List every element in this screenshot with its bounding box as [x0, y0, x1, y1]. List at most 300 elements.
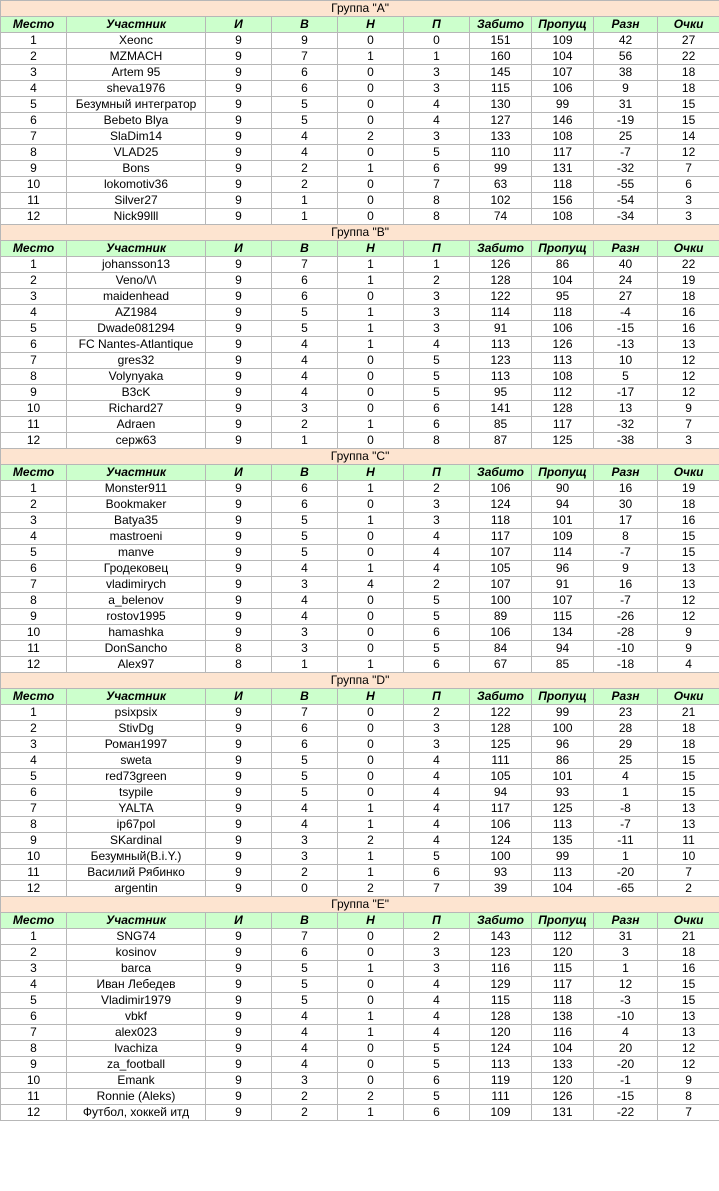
cell-draws: 0 — [338, 705, 404, 721]
cell-wins: 6 — [272, 289, 338, 305]
cell-wins: 4 — [272, 1041, 338, 1057]
cell-losses: 5 — [404, 593, 470, 609]
cell-scored: 160 — [470, 49, 532, 65]
cell-points: 3 — [658, 209, 719, 225]
cell-losses: 3 — [404, 305, 470, 321]
column-header-row — [1, 17, 719, 33]
cell-draws: 0 — [338, 353, 404, 369]
table-row — [1, 257, 719, 273]
column-header-conceded: Пропущ — [532, 913, 594, 929]
cell-conceded: 94 — [532, 641, 594, 657]
cell-participant: Bons — [67, 161, 206, 177]
cell-played: 9 — [206, 257, 272, 273]
column-header-losses: П — [404, 241, 470, 257]
cell-wins: 1 — [272, 657, 338, 673]
cell-draws: 0 — [338, 65, 404, 81]
cell-losses: 8 — [404, 209, 470, 225]
column-header-place: Место — [1, 913, 67, 929]
cell-scored: 106 — [470, 817, 532, 833]
cell-points: 21 — [658, 929, 719, 945]
cell-participant: Bebeto Blya — [67, 113, 206, 129]
table-row — [1, 833, 719, 849]
cell-wins: 3 — [272, 625, 338, 641]
cell-place: 9 — [1, 385, 67, 401]
cell-diff: 24 — [594, 273, 658, 289]
cell-participant: lvachiza — [67, 1041, 206, 1057]
cell-points: 7 — [658, 161, 719, 177]
table-row — [1, 977, 719, 993]
cell-scored: 114 — [470, 305, 532, 321]
cell-diff: 56 — [594, 49, 658, 65]
column-header-scored: Забито — [470, 689, 532, 705]
cell-diff: -55 — [594, 177, 658, 193]
cell-place: 7 — [1, 577, 67, 593]
cell-losses: 1 — [404, 49, 470, 65]
cell-participant: SNG74 — [67, 929, 206, 945]
cell-played: 9 — [206, 65, 272, 81]
cell-scored: 109 — [470, 1105, 532, 1121]
cell-participant: DonSancho — [67, 641, 206, 657]
cell-scored: 128 — [470, 273, 532, 289]
cell-place: 11 — [1, 193, 67, 209]
cell-scored: 122 — [470, 705, 532, 721]
cell-conceded: 118 — [532, 305, 594, 321]
cell-scored: 117 — [470, 529, 532, 545]
cell-participant: Batya35 — [67, 513, 206, 529]
cell-draws: 0 — [338, 193, 404, 209]
cell-diff: -20 — [594, 1057, 658, 1073]
column-header-losses: П — [404, 17, 470, 33]
cell-participant: vbkf — [67, 1009, 206, 1025]
cell-draws: 1 — [338, 321, 404, 337]
cell-wins: 5 — [272, 545, 338, 561]
cell-place: 9 — [1, 609, 67, 625]
column-header-place: Место — [1, 689, 67, 705]
cell-place: 10 — [1, 849, 67, 865]
cell-scored: 111 — [470, 753, 532, 769]
cell-played: 9 — [206, 193, 272, 209]
cell-diff: -17 — [594, 385, 658, 401]
cell-points: 3 — [658, 433, 719, 449]
cell-draws: 1 — [338, 49, 404, 65]
cell-diff: 28 — [594, 721, 658, 737]
cell-scored: 128 — [470, 1009, 532, 1025]
group-title: Группа "D" — [1, 673, 719, 689]
table-row — [1, 577, 719, 593]
cell-losses: 3 — [404, 81, 470, 97]
cell-played: 9 — [206, 305, 272, 321]
column-header-conceded: Пропущ — [532, 689, 594, 705]
cell-conceded: 104 — [532, 273, 594, 289]
cell-wins: 4 — [272, 1057, 338, 1073]
cell-losses: 3 — [404, 289, 470, 305]
cell-scored: 67 — [470, 657, 532, 673]
cell-diff: 29 — [594, 737, 658, 753]
cell-scored: 130 — [470, 97, 532, 113]
cell-wins: 6 — [272, 481, 338, 497]
cell-conceded: 131 — [532, 161, 594, 177]
cell-wins: 4 — [272, 1009, 338, 1025]
cell-draws: 1 — [338, 417, 404, 433]
cell-played: 9 — [206, 145, 272, 161]
cell-place: 12 — [1, 433, 67, 449]
cell-conceded: 107 — [532, 65, 594, 81]
cell-place: 12 — [1, 1105, 67, 1121]
cell-conceded: 106 — [532, 321, 594, 337]
cell-losses: 4 — [404, 97, 470, 113]
cell-points: 14 — [658, 129, 719, 145]
cell-place: 12 — [1, 881, 67, 897]
cell-losses: 7 — [404, 881, 470, 897]
table-row — [1, 1089, 719, 1105]
cell-place: 6 — [1, 561, 67, 577]
table-row — [1, 657, 719, 673]
cell-wins: 4 — [272, 129, 338, 145]
cell-draws: 1 — [338, 337, 404, 353]
cell-conceded: 101 — [532, 769, 594, 785]
cell-played: 9 — [206, 81, 272, 97]
cell-conceded: 101 — [532, 513, 594, 529]
cell-draws: 1 — [338, 161, 404, 177]
cell-scored: 124 — [470, 1041, 532, 1057]
table-row — [1, 1057, 719, 1073]
column-header-wins: В — [272, 241, 338, 257]
cell-place: 1 — [1, 929, 67, 945]
column-header-wins: В — [272, 913, 338, 929]
cell-draws: 0 — [338, 497, 404, 513]
cell-participant: AZ1984 — [67, 305, 206, 321]
cell-played: 9 — [206, 97, 272, 113]
cell-participant: Volynyaka — [67, 369, 206, 385]
column-header-points: Очки — [658, 913, 719, 929]
cell-wins: 4 — [272, 593, 338, 609]
cell-draws: 1 — [338, 1105, 404, 1121]
cell-played: 9 — [206, 273, 272, 289]
cell-wins: 6 — [272, 273, 338, 289]
cell-losses: 4 — [404, 833, 470, 849]
group-title: Группа "Е" — [1, 897, 719, 913]
column-header-played: И — [206, 465, 272, 481]
cell-conceded: 117 — [532, 417, 594, 433]
table-row — [1, 161, 719, 177]
cell-scored: 102 — [470, 193, 532, 209]
cell-conceded: 113 — [532, 817, 594, 833]
cell-place: 7 — [1, 1025, 67, 1041]
table-row — [1, 961, 719, 977]
cell-losses: 5 — [404, 1089, 470, 1105]
column-header-played: И — [206, 689, 272, 705]
column-header-row — [1, 913, 719, 929]
cell-place: 5 — [1, 321, 67, 337]
cell-wins: 5 — [272, 753, 338, 769]
cell-played: 9 — [206, 609, 272, 625]
cell-points: 13 — [658, 577, 719, 593]
cell-losses: 3 — [404, 961, 470, 977]
cell-diff: -38 — [594, 433, 658, 449]
cell-wins: 4 — [272, 817, 338, 833]
cell-place: 11 — [1, 1089, 67, 1105]
table-row — [1, 945, 719, 961]
cell-place: 1 — [1, 705, 67, 721]
cell-points: 15 — [658, 113, 719, 129]
group-title-row — [1, 1, 719, 17]
cell-place: 12 — [1, 657, 67, 673]
cell-diff: -7 — [594, 545, 658, 561]
cell-conceded: 125 — [532, 433, 594, 449]
cell-draws: 2 — [338, 129, 404, 145]
cell-place: 3 — [1, 737, 67, 753]
cell-points: 15 — [658, 785, 719, 801]
cell-points: 13 — [658, 1025, 719, 1041]
cell-played: 9 — [206, 369, 272, 385]
cell-draws: 0 — [338, 33, 404, 49]
cell-losses: 4 — [404, 529, 470, 545]
cell-scored: 84 — [470, 641, 532, 657]
cell-diff: -54 — [594, 193, 658, 209]
cell-place: 5 — [1, 769, 67, 785]
table-row — [1, 129, 719, 145]
cell-points: 15 — [658, 97, 719, 113]
cell-conceded: 86 — [532, 753, 594, 769]
cell-losses: 4 — [404, 769, 470, 785]
cell-participant: psixpsix — [67, 705, 206, 721]
cell-played: 9 — [206, 337, 272, 353]
cell-diff: 42 — [594, 33, 658, 49]
cell-place: 3 — [1, 513, 67, 529]
cell-points: 15 — [658, 769, 719, 785]
cell-scored: 107 — [470, 545, 532, 561]
table-row — [1, 305, 719, 321]
table-row — [1, 1025, 719, 1041]
cell-wins: 6 — [272, 497, 338, 513]
cell-wins: 7 — [272, 705, 338, 721]
cell-place: 9 — [1, 833, 67, 849]
cell-points: 15 — [658, 545, 719, 561]
cell-played: 9 — [206, 849, 272, 865]
cell-wins: 6 — [272, 945, 338, 961]
cell-played: 9 — [206, 705, 272, 721]
column-header-wins: В — [272, 465, 338, 481]
cell-points: 12 — [658, 1041, 719, 1057]
cell-diff: -22 — [594, 1105, 658, 1121]
cell-draws: 0 — [338, 177, 404, 193]
cell-points: 9 — [658, 401, 719, 417]
cell-place: 12 — [1, 209, 67, 225]
table-row — [1, 641, 719, 657]
cell-participant: kosinov — [67, 945, 206, 961]
cell-wins: 5 — [272, 977, 338, 993]
table-row — [1, 497, 719, 513]
cell-points: 4 — [658, 657, 719, 673]
cell-draws: 1 — [338, 961, 404, 977]
cell-place: 10 — [1, 1073, 67, 1089]
cell-points: 13 — [658, 801, 719, 817]
column-header-participant: Участник — [67, 17, 206, 33]
cell-scored: 74 — [470, 209, 532, 225]
cell-conceded: 128 — [532, 401, 594, 417]
cell-place: 7 — [1, 129, 67, 145]
cell-losses: 2 — [404, 577, 470, 593]
cell-points: 21 — [658, 705, 719, 721]
cell-place: 10 — [1, 401, 67, 417]
cell-wins: 1 — [272, 209, 338, 225]
table-row — [1, 401, 719, 417]
column-header-conceded: Пропущ — [532, 241, 594, 257]
cell-conceded: 99 — [532, 97, 594, 113]
cell-losses: 8 — [404, 433, 470, 449]
cell-scored: 99 — [470, 161, 532, 177]
cell-draws: 0 — [338, 113, 404, 129]
cell-played: 9 — [206, 801, 272, 817]
column-header-played: И — [206, 913, 272, 929]
column-header-scored: Забито — [470, 465, 532, 481]
cell-draws: 1 — [338, 273, 404, 289]
cell-played: 9 — [206, 833, 272, 849]
cell-draws: 1 — [338, 801, 404, 817]
cell-conceded: 109 — [532, 33, 594, 49]
cell-diff: -65 — [594, 881, 658, 897]
table-row — [1, 65, 719, 81]
column-header-row — [1, 241, 719, 257]
cell-conceded: 86 — [532, 257, 594, 273]
cell-draws: 0 — [338, 769, 404, 785]
cell-diff: -7 — [594, 593, 658, 609]
cell-losses: 6 — [404, 865, 470, 881]
cell-participant: SlaDim14 — [67, 129, 206, 145]
column-header-place: Место — [1, 17, 67, 33]
cell-played: 9 — [206, 49, 272, 65]
cell-wins: 2 — [272, 1089, 338, 1105]
cell-place: 11 — [1, 865, 67, 881]
table-row — [1, 385, 719, 401]
column-header-conceded: Пропущ — [532, 465, 594, 481]
cell-losses: 4 — [404, 113, 470, 129]
cell-participant: серж63 — [67, 433, 206, 449]
table-row — [1, 1073, 719, 1089]
cell-played: 9 — [206, 417, 272, 433]
cell-points: 9 — [658, 1073, 719, 1089]
cell-diff: 4 — [594, 1025, 658, 1041]
cell-draws: 0 — [338, 977, 404, 993]
cell-played: 9 — [206, 577, 272, 593]
cell-wins: 2 — [272, 865, 338, 881]
cell-participant: johansson13 — [67, 257, 206, 273]
cell-conceded: 100 — [532, 721, 594, 737]
cell-losses: 3 — [404, 129, 470, 145]
cell-points: 18 — [658, 945, 719, 961]
cell-diff: -4 — [594, 305, 658, 321]
cell-draws: 0 — [338, 433, 404, 449]
cell-draws: 0 — [338, 785, 404, 801]
cell-participant: VLAD25 — [67, 145, 206, 161]
cell-participant: za_football — [67, 1057, 206, 1073]
cell-conceded: 94 — [532, 497, 594, 513]
cell-place: 1 — [1, 481, 67, 497]
cell-losses: 6 — [404, 161, 470, 177]
cell-wins: 2 — [272, 1105, 338, 1121]
cell-losses: 5 — [404, 353, 470, 369]
table-row — [1, 865, 719, 881]
table-row — [1, 481, 719, 497]
cell-wins: 5 — [272, 961, 338, 977]
cell-points: 13 — [658, 1009, 719, 1025]
cell-diff: 27 — [594, 289, 658, 305]
cell-points: 9 — [658, 641, 719, 657]
cell-points: 8 — [658, 1089, 719, 1105]
cell-place: 2 — [1, 721, 67, 737]
cell-conceded: 133 — [532, 1057, 594, 1073]
cell-wins: 4 — [272, 145, 338, 161]
cell-scored: 115 — [470, 993, 532, 1009]
cell-conceded: 114 — [532, 545, 594, 561]
cell-wins: 5 — [272, 769, 338, 785]
cell-losses: 6 — [404, 401, 470, 417]
cell-points: 3 — [658, 193, 719, 209]
cell-scored: 100 — [470, 593, 532, 609]
table-row — [1, 177, 719, 193]
cell-draws: 0 — [338, 753, 404, 769]
cell-wins: 4 — [272, 337, 338, 353]
table-row — [1, 529, 719, 545]
cell-diff: 20 — [594, 1041, 658, 1057]
column-header-draws: Н — [338, 689, 404, 705]
cell-participant: maidenhead — [67, 289, 206, 305]
cell-draws: 0 — [338, 385, 404, 401]
cell-played: 9 — [206, 353, 272, 369]
cell-diff: 10 — [594, 353, 658, 369]
cell-scored: 113 — [470, 369, 532, 385]
cell-place: 5 — [1, 97, 67, 113]
column-header-participant: Участник — [67, 241, 206, 257]
cell-wins: 2 — [272, 417, 338, 433]
cell-participant: Ronnie (Aleks) — [67, 1089, 206, 1105]
column-header-conceded: Пропущ — [532, 17, 594, 33]
cell-conceded: 120 — [532, 1073, 594, 1089]
cell-played: 9 — [206, 481, 272, 497]
table-row — [1, 705, 719, 721]
cell-points: 12 — [658, 593, 719, 609]
cell-scored: 124 — [470, 497, 532, 513]
cell-place: 4 — [1, 753, 67, 769]
cell-draws: 0 — [338, 593, 404, 609]
cell-draws: 0 — [338, 529, 404, 545]
cell-scored: 128 — [470, 721, 532, 737]
cell-points: 12 — [658, 353, 719, 369]
cell-wins: 3 — [272, 401, 338, 417]
cell-diff: -26 — [594, 609, 658, 625]
cell-played: 9 — [206, 1009, 272, 1025]
cell-played: 9 — [206, 1073, 272, 1089]
cell-played: 9 — [206, 321, 272, 337]
cell-place: 4 — [1, 977, 67, 993]
cell-played: 9 — [206, 817, 272, 833]
cell-place: 4 — [1, 81, 67, 97]
cell-participant: Alex97 — [67, 657, 206, 673]
cell-wins: 3 — [272, 1073, 338, 1089]
group-title-row — [1, 225, 719, 241]
cell-participant: YALTA — [67, 801, 206, 817]
cell-participant: Nick99lll — [67, 209, 206, 225]
cell-draws: 0 — [338, 625, 404, 641]
cell-played: 9 — [206, 33, 272, 49]
cell-losses: 5 — [404, 849, 470, 865]
cell-wins: 5 — [272, 321, 338, 337]
table-row — [1, 193, 719, 209]
cell-diff: -3 — [594, 993, 658, 1009]
table-row — [1, 1105, 719, 1121]
cell-draws: 0 — [338, 97, 404, 113]
cell-draws: 0 — [338, 145, 404, 161]
